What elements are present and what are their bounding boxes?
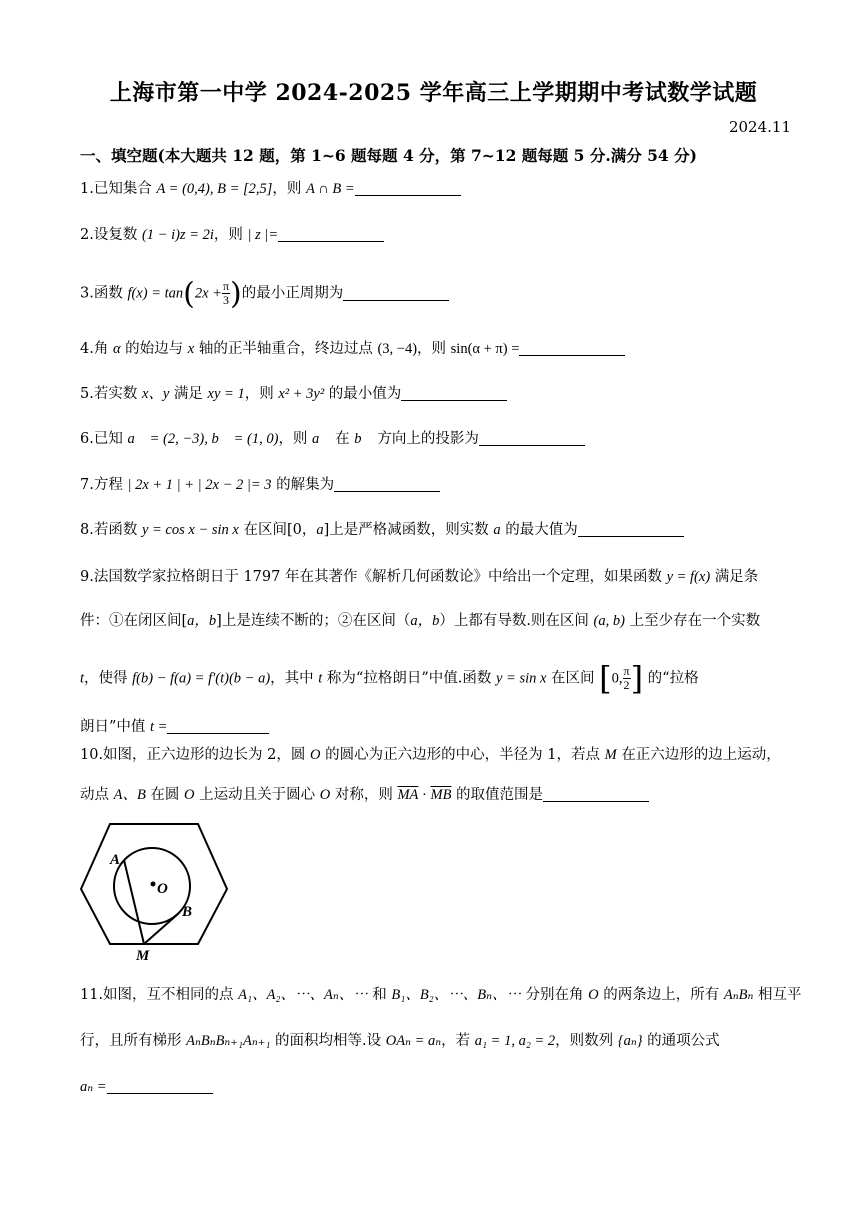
question-9-line-2: 件：①在闭区间[a，b]上是连续不断的；②在区间（a，b）上都有导数.则在区间 (a, b) 上至少存在一个实数 (80, 613, 761, 629)
segment-ma (124, 860, 144, 944)
answer-blank[interactable] (278, 225, 384, 242)
question-7: 7.方程 | 2x + 1 | + | 2x − 2 |= 3 的解集为 (80, 474, 792, 496)
right-paren: ) (230, 276, 242, 312)
question-9-line-3: t，使得 f(b) − f(a) = f′(t)(b − a)，其中 t 称为“拉格朗日”中值.函数 y = sin x 在区间 [0, $\frac{\pi}{2}$ ] 的“拉格 (80, 659, 699, 698)
answer-blank[interactable] (479, 429, 585, 446)
question-2: 2.设复数 (1 − i)z = 2i，则 | z |= (80, 224, 792, 246)
answer-blank[interactable] (519, 339, 625, 356)
question-10-line-1: 10.如图，正六边形的边长为 2，圆 O 的圆心为正六边形的中心，半径为 1，若点 M 在正六边形的边上运动， (80, 747, 781, 763)
label-m: M (136, 948, 150, 962)
question-9-line-1: 9.法国数学家拉格朗日于 1797 年在其著作《解析几何函数论》中给出一个定理，如果函数 y = f(x) 满足条 (80, 569, 759, 585)
question-11-line-1: 11.如图，互不相同的点 A₁、A₂、⋯、Aₙ、⋯ 和 B₁、B₂、⋯、Bₙ、⋯ 分别在角 O 的两条边上，所有 AₙBₙ 相互平 (80, 987, 802, 1003)
answer-blank[interactable] (334, 475, 440, 492)
question-3: 3.函数 f(x) = tan(2x + $\frac{\pi}{3}$ )的最小正周期为 (80, 280, 792, 307)
left-paren: ( (183, 276, 195, 312)
answer-blank[interactable] (343, 284, 449, 301)
question-8: 8.若函数 y = cos x − sin x 在区间[0，a]上是严格减函数，则实数 a 的最大值为 (80, 519, 792, 541)
question-6: 6.已知 a⃗ = (2, −3), b⃗ = (1, 0)，则 a⃗ 在 b⃗ 方向上的投影为 (80, 428, 792, 450)
right-bracket: ] (630, 659, 644, 698)
question-1: 1.已知集合 A = (0,4), B = [2,5]，则 A ∩ B = (80, 178, 792, 200)
answer-blank[interactable] (167, 717, 269, 734)
question-10-line-2: 动点 A、B 在圆 O 上运动且关于圆心 O 对称，则 $\overline{MA} \cdot \overline{MB}$ 的取值范围是 (80, 784, 792, 806)
answer-blank[interactable] (355, 179, 461, 196)
exam-date: 2024.11 (728, 118, 791, 136)
label-a: A (110, 852, 121, 868)
segment-mb (144, 913, 179, 944)
question-9-line-4: 朗日”中值 t = (80, 716, 792, 738)
left-bracket: [ (599, 659, 612, 698)
fraction: $\frac{\pi}{2}$ (623, 664, 630, 692)
answer-blank[interactable] (107, 1077, 213, 1094)
label-o: O (157, 881, 168, 897)
answer-blank[interactable] (578, 520, 684, 537)
center-point (151, 882, 156, 887)
question-11-line-3: aₙ = (80, 1076, 792, 1098)
question-11-line-2: 行，且所有梯形 AₙBₙBₙ₊₁Aₙ₊₁ 的面积均相等.设 OAₙ = aₙ，若 a₁ = 1, a₂ = 2，则数列 {aₙ} 的通项公式 (80, 1033, 720, 1049)
question-4: 4.角 α 的始边与 x 轴的正半轴重合，终边过点 (3, −4)，则 sin(α + π) = (80, 338, 792, 360)
answer-blank[interactable] (401, 384, 507, 401)
label-b: B (182, 904, 193, 920)
answer-blank[interactable] (543, 785, 649, 802)
fraction: $\frac{\pi}{3}$ (222, 279, 230, 307)
page-title: 上海市第一中学 2024-2025 学年高三上学期期中考试数学试题 (109, 80, 758, 106)
question-5: 5.若实数 x、y 满足 xy = 1，则 x² + 3y² 的最小值为 (80, 383, 792, 405)
section-heading: 一、填空题(本大题共 12 题，第 1~6 题每题 4 分，第 7~12 题每题 5 分.满分 54 分) (80, 146, 697, 165)
hexagon-circle-figure (76, 822, 236, 962)
